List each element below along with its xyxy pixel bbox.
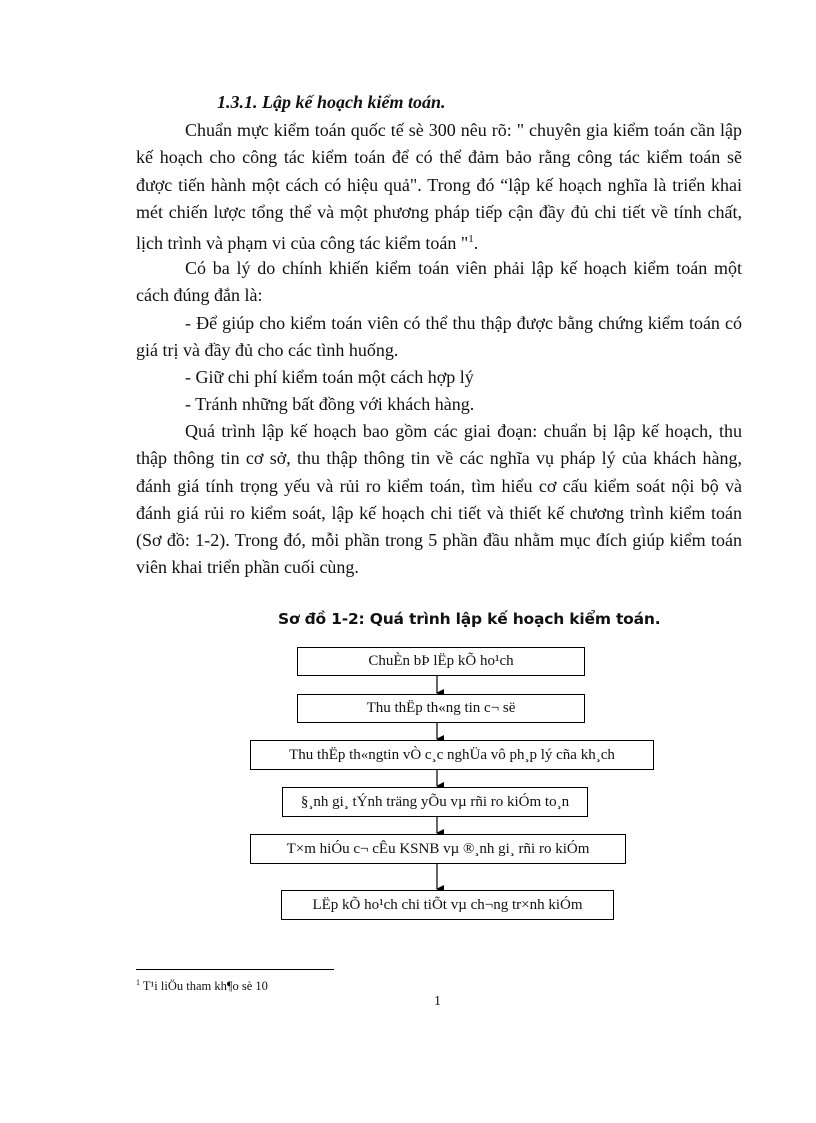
paragraph-text: - Để giúp cho kiểm toán viên có thể thu thập được bằng chứng kiểm toán có giá trị và đầy đủ cho các tình huống. <box>136 313 742 361</box>
footnote-ref[interactable]: 1 <box>468 233 474 246</box>
section-heading: 1.3.1. Lập kế hoạch kiểm toán. <box>217 92 446 112</box>
footnote <box>136 978 268 994</box>
diagram-caption: Sơ đồ 1-2: Quá trình lập kế hoạch kiểm toán. <box>278 610 661 628</box>
paragraph-text: - Tránh những bất đồng với khách hàng. <box>185 394 475 414</box>
paragraph-text: Có ba lý do chính khiến kiểm toán viên phải lập kế hoạch kiểm toán một cách đúng đắn là: <box>136 258 742 306</box>
paragraph-end: . <box>473 233 479 254</box>
flow-step-1: ChuÈn bÞ lËp kÕ ho¹ch <box>297 647 585 676</box>
flow-step-6: LËp kÕ ho¹ch chi tiÕt vµ ch¬ng tr×nh kiÓm <box>281 890 614 920</box>
flow-step-2: Thu thËp th«ng tin c¬ së <box>297 694 585 723</box>
flow-step-4: §¸nh gi¸ tÝnh träng yÕu vµ rñi ro kiÓm to¸n <box>282 787 588 817</box>
flow-step-5: T×m hiÓu c¬ cÊu KSNB vµ ®¸nh gi¸ rñi ro kiÓm <box>250 834 626 864</box>
page-number: 1 <box>434 994 441 1009</box>
paragraph-text: Quá trình lập kế hoạch bao gồm các giai đoạn: chuẩn bị lập kế hoạch, thu thập thông tin cơ sở, thu thập thông tin về các nghĩa vụ pháp lý của khách hàng, đánh giá tính trọng yếu và rủi ro kiểm toán, tìm hiểu cơ cấu kiểm soát nội bộ và đánh giá rủi ro kiểm soát, lập kế hoạch chi tiết và thiết kế chương trình kiểm toán (Sơ đồ: 1-2). Trong đó, mỗi phần trong 5 phần đầu nhằm mục đích giúp kiểm toán viên khai triển phần cuối cùng. <box>136 421 742 578</box>
footnote-separator <box>136 969 334 970</box>
paragraph-text: Chuẩn mực kiểm toán quốc tế sè 300 nêu rõ: " chuyên gia kiểm toán cần lập kế hoạch cho công tác kiểm toán để có thể đảm bảo rằng công tác kiểm toán sẽ được tiến hành một cách có hiệu quả". Trong đó “lập kế hoạch nghĩa là triển khai mét chiến lược tổng thể và một phương pháp tiếp cận đầy đủ chi tiết về tính chất, lịch trình và phạm vi của công tác kiểm toán " <box>136 120 742 254</box>
footnote-text: T¹i liÖu tham kh¶o sè 10 <box>140 979 268 994</box>
paragraph-text: - Giữ chi phí kiểm toán một cách hợp lý <box>185 367 474 387</box>
footnote-marker: 1 <box>136 978 140 987</box>
flow-step-3: Thu thËp th«ngtin vÒ c¸c nghÜa vô ph¸p lý cña kh¸ch <box>250 740 654 770</box>
